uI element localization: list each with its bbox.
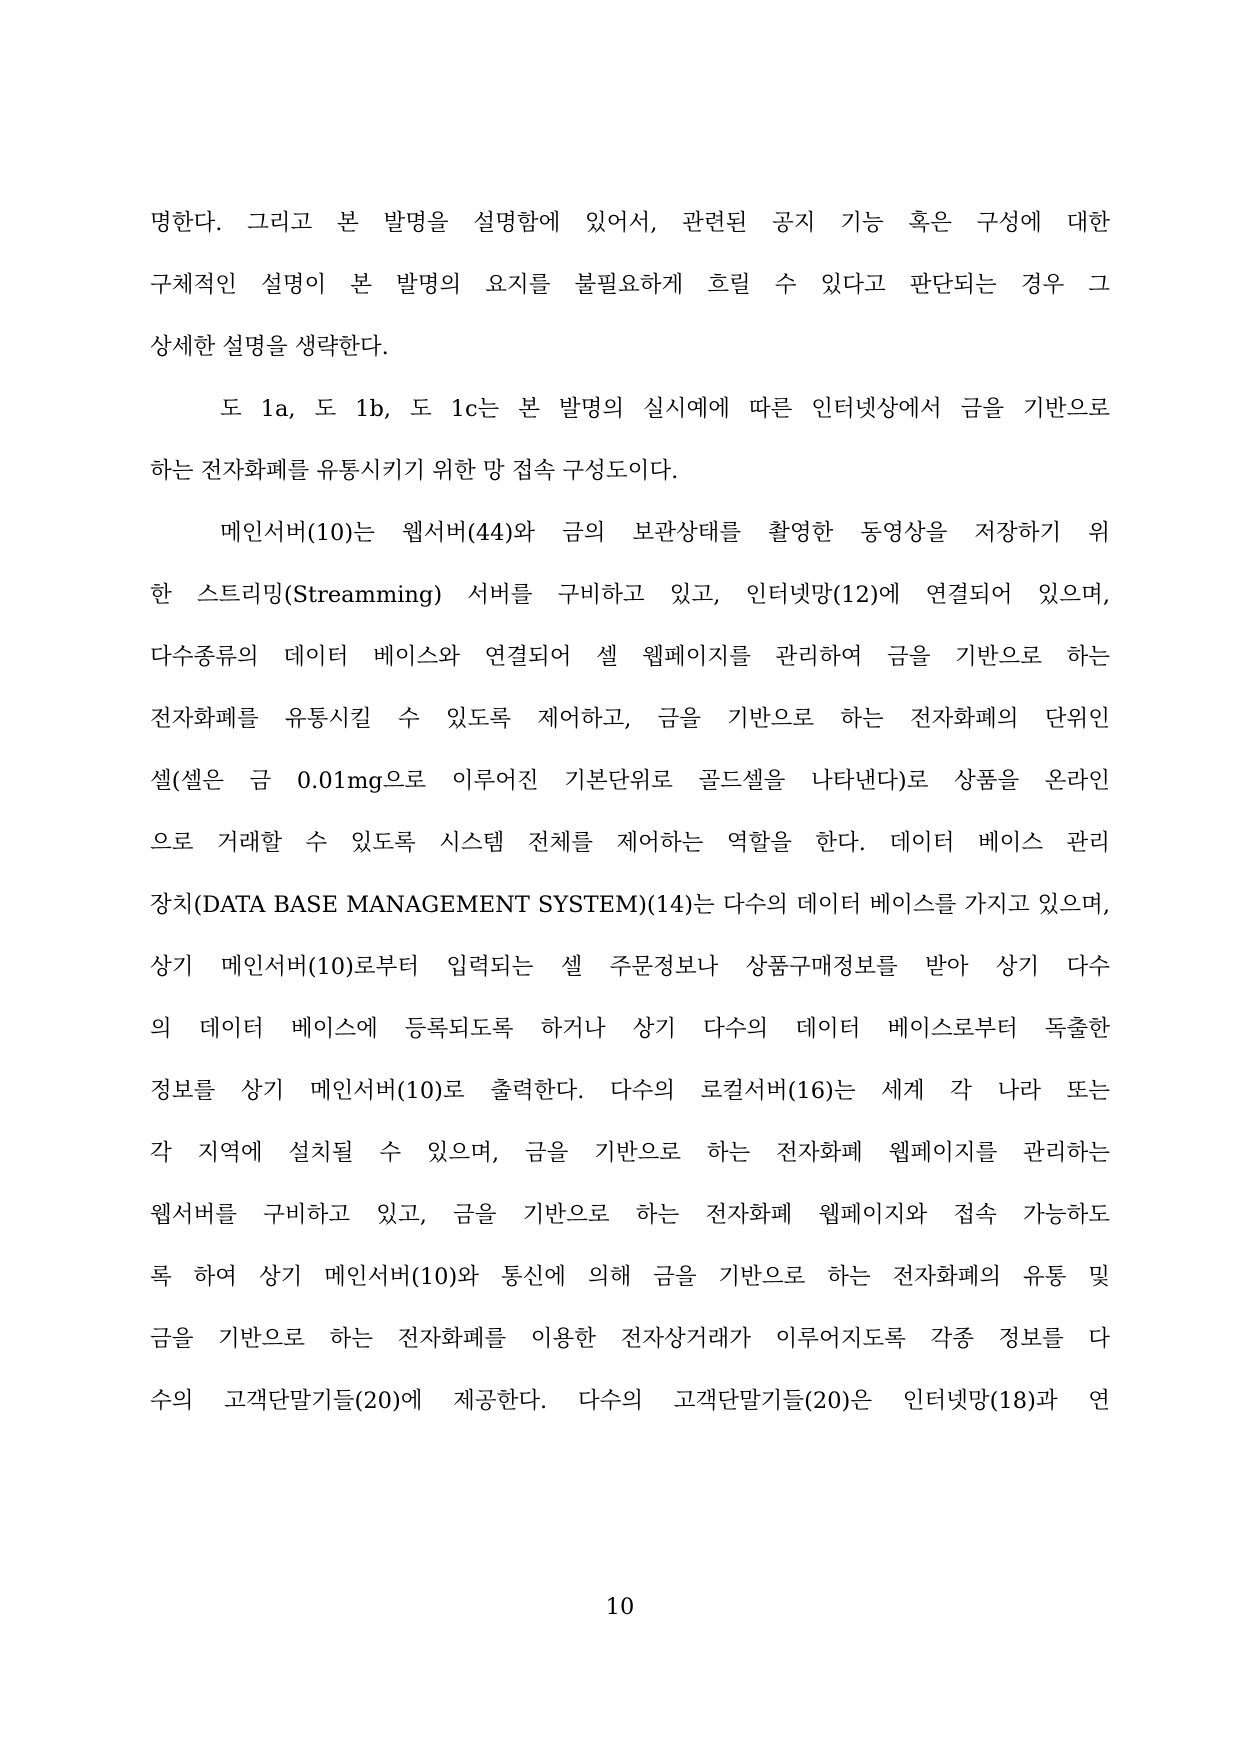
body-text-line: 셀(셀은 금 0.01mg으로 이루어진 기본단위로 골드셀을 나타낸다)로 상품을 온라인 [150, 768, 1110, 794]
body-text-line: 전자화폐를 유통시킬 수 있도록 제어하고, 금을 기반으로 하는 전자화폐의 단위인 [150, 706, 1110, 732]
body-text-line: 의 데이터 베이스에 등록되도록 하거나 상기 다수의 데이터 베이스로부터 독출한 [150, 1016, 1110, 1042]
body-text-line: 구체적인 설명이 본 발명의 요지를 불필요하게 흐릴 수 있다고 판단되는 경우 그 [150, 272, 1110, 298]
body-text-line: 명한다. 그리고 본 발명을 설명함에 있어서, 관련된 공지 기능 혹은 구성에 대한 [150, 210, 1110, 236]
body-text-line: 상기 메인서버(10)로부터 입력되는 셀 주문정보나 상품구매정보를 받아 상기 다수 [150, 954, 1110, 980]
body-text-line: 웹서버를 구비하고 있고, 금을 기반으로 하는 전자화폐 웹페이지와 접속 가능하도 [150, 1202, 1110, 1228]
body-text-line: 금을 기반으로 하는 전자화폐를 이용한 전자상거래가 이루어지도록 각종 정보를 다 [150, 1326, 1110, 1352]
page-number: 10 [605, 1594, 635, 1620]
body-text-line: 수의 고객단말기들(20)에 제공한다. 다수의 고객단말기들(20)은 인터넷망(18)과 연 [150, 1388, 1110, 1414]
body-text-line: 다수종류의 데이터 베이스와 연결되어 셀 웹페이지를 관리하여 금을 기반으로 하는 [150, 644, 1110, 670]
body-text-line: 상세한 설명을 생략한다. [150, 334, 389, 360]
body-text-line: 한 스트리밍(Streamming) 서버를 구비하고 있고, 인터넷망(12)에 연결되어 있으며, [150, 582, 1110, 608]
body-text-line: 하는 전자화폐를 유통시키기 위한 망 접속 구성도이다. [150, 458, 679, 484]
body-text-line: 으로 거래할 수 있도록 시스템 전체를 제어하는 역할을 한다. 데이터 베이스 관리 [150, 830, 1110, 856]
body-text-line: 메인서버(10)는 웹서버(44)와 금의 보관상태를 촬영한 동영상을 저장하기 위 [220, 520, 1110, 546]
body-text-line: 정보를 상기 메인서버(10)로 출력한다. 다수의 로컬서버(16)는 세계 각 나라 또는 [150, 1078, 1110, 1104]
body-text-line: 도 1a, 도 1b, 도 1c는 본 발명의 실시예에 따른 인터넷상에서 금을 기반으로 [220, 396, 1110, 422]
body-text-line: 장치(DATA BASE MANAGEMENT SYSTEM)(14)는 다수의 데이터 베이스를 가지고 있으며, [150, 892, 1110, 918]
body-text-line: 각 지역에 설치될 수 있으며, 금을 기반으로 하는 전자화폐 웹페이지를 관리하는 [150, 1140, 1110, 1166]
body-text-line: 록 하여 상기 메인서버(10)와 통신에 의해 금을 기반으로 하는 전자화폐의 유통 및 [150, 1264, 1110, 1290]
